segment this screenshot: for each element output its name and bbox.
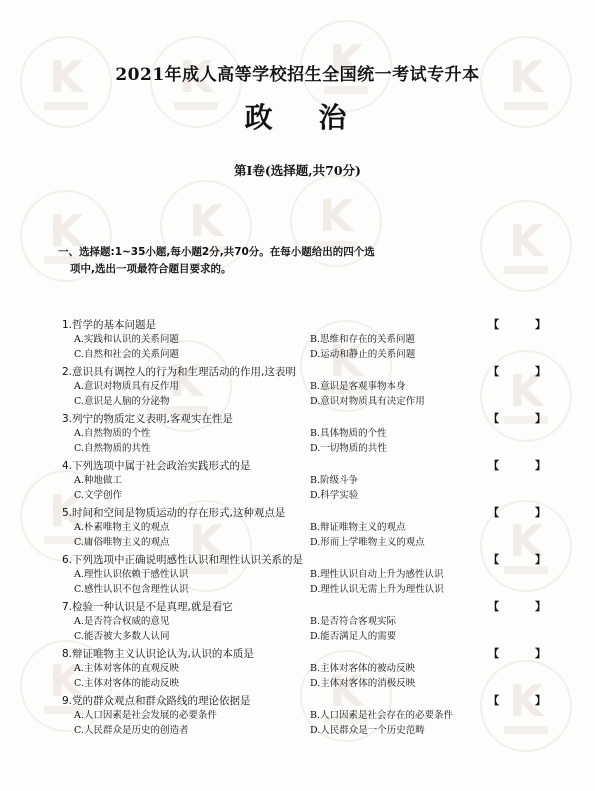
question-stem: 3.列宁的物质定义表明,客观实在性是 (62, 413, 233, 425)
option-b: B.是否符合客观实际 (310, 616, 397, 627)
question-stem: 9.党的群众观点和群众路线的理论依据是 (62, 695, 251, 707)
answer-bracket[interactable]: 【 】 (488, 318, 562, 331)
option-d: D.能否满足人的需要 (310, 631, 397, 642)
volume-title: 第Ⅰ卷(选择题,共70分) (234, 163, 361, 178)
option-c: C.感性认识不包含理性认识 (74, 584, 189, 595)
answer-bracket[interactable]: 【 】 (488, 506, 562, 519)
option-a: A.是否符合权威的意见 (74, 616, 170, 627)
option-c: C.人民群众是历史的创造者 (74, 725, 189, 736)
question-item (62, 600, 562, 647)
question-stem: 1.哲学的基本问题是 (62, 319, 157, 331)
option-a: A.实践和认识的关系问题 (74, 334, 179, 345)
answer-bracket[interactable]: 【 】 (488, 553, 562, 566)
option-d: D.形而上学唯物主义的观点 (310, 537, 425, 548)
option-a: A.人口因素是社会发展的必要条件 (74, 710, 217, 721)
answer-bracket[interactable]: 【 】 (488, 647, 562, 660)
question-item (62, 694, 562, 741)
option-d: D.主体对客体的消极反映 (310, 678, 416, 689)
question-stem: 7.检验一种认识是不是真理,就是看它 (62, 601, 233, 613)
option-d: D.意识对物质具有决定作用 (310, 396, 425, 407)
answer-bracket[interactable]: 【 】 (488, 459, 562, 472)
question-item (62, 506, 562, 553)
question-stem: 4.下列选项中属于社会政治实践形式的是 (62, 460, 251, 472)
option-b: B.理性认识自动上升为感性认识 (310, 569, 444, 580)
option-a: A.自然物质的个性 (74, 428, 151, 439)
question-item (62, 459, 562, 506)
question-stem: 2.意识具有调控人的行为和生理活动的作用,这表明 (62, 366, 296, 378)
option-b: B.思维和存在的关系问题 (310, 334, 416, 345)
question-item (62, 647, 562, 694)
option-d: D.理性认识无需上升为理性认识 (310, 584, 444, 595)
option-c: C.文学创作 (74, 490, 122, 501)
option-b: B.意识是客观事物本身 (310, 381, 406, 392)
instructions-line-2: 项中,选出一项最符合题目要求的。 (70, 263, 232, 275)
section-instructions (58, 244, 528, 278)
option-d: D.人民群众是一个历史范畴 (310, 725, 425, 736)
option-d: D.科学实验 (310, 490, 359, 501)
option-c: C.能否被大多数人认同 (74, 631, 170, 642)
option-a: A.理性认识依赖于感性认识 (74, 569, 189, 580)
question-stem: 6.下列选项中正确说明感性认识和理性认识关系的是 (62, 554, 304, 566)
answer-bracket[interactable]: 【 】 (488, 412, 562, 425)
question-stem: 8.辩证唯物主义认识论认为,认识的本质是 (62, 648, 254, 660)
option-a: A.种地做工 (74, 475, 122, 486)
option-c: C.自然和社会的关系问题 (74, 349, 179, 360)
question-list (62, 318, 562, 741)
question-item (62, 553, 562, 600)
option-d: D.一切物质的共性 (310, 443, 387, 454)
option-c: C.意识是人脑的分泌物 (74, 396, 170, 407)
subject-title: 政 治 (244, 101, 365, 134)
option-a: A.意识对物质具有反作用 (74, 381, 179, 392)
option-c: C.自然物质的共性 (74, 443, 151, 454)
option-b: B.辩证唯物主义的观点 (310, 522, 406, 533)
answer-bracket[interactable]: 【 】 (488, 694, 562, 707)
option-b: B.人口因素是社会存在的必要条件 (310, 710, 454, 721)
question-stem: 5.时间和空间是物质运动的存在形式,这种观点是 (62, 507, 286, 519)
option-b: B.主体对客体的被动反映 (310, 663, 416, 674)
answer-bracket[interactable]: 【 】 (488, 600, 562, 613)
option-c: C.庸俗唯物主义的观点 (74, 537, 170, 548)
exam-title: 2021年成人高等学校招生全国统一考试专升本 (115, 65, 480, 85)
option-b: B.阶级斗争 (310, 475, 359, 486)
option-c: C.主体对客体的能动反映 (74, 678, 179, 689)
instructions-line-1: 一、选择题:1~35小题,每小题2分,共70分。在每小题给出的四个选 (58, 246, 375, 258)
answer-bracket[interactable]: 【 】 (488, 365, 562, 378)
question-item (62, 412, 562, 459)
option-a: A.朴素唯物主义的观点 (74, 522, 170, 533)
option-a: A.主体对客体的直观反映 (74, 663, 179, 674)
question-item (62, 318, 562, 365)
option-b: B.具体物质的个性 (310, 428, 387, 439)
question-item (62, 365, 562, 412)
option-d: D.运动和静止的关系问题 (310, 349, 416, 360)
